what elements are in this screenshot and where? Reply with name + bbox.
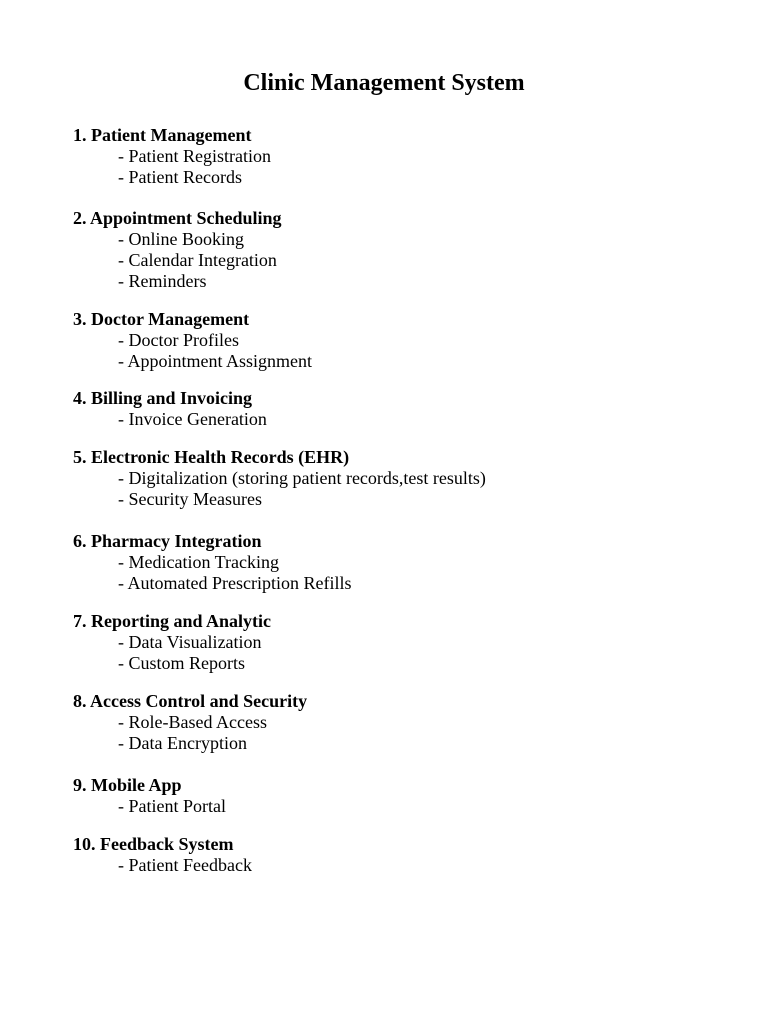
list-item: - Digitalization (storing patient records,test results) bbox=[118, 468, 486, 488]
section-heading: 7. Reporting and Analytic bbox=[73, 611, 272, 631]
section-heading: 1. Patient Management bbox=[73, 125, 252, 145]
list-item: - Patient Records bbox=[118, 167, 242, 187]
section-mobile-app bbox=[73, 775, 733, 817]
section-item-list bbox=[73, 552, 733, 594]
list-item: - Online Booking bbox=[118, 229, 244, 249]
section-heading: 5. Electronic Health Records (EHR) bbox=[73, 447, 350, 467]
list-item: - Appointment Assignment bbox=[118, 351, 313, 371]
section-patient-management bbox=[73, 125, 733, 188]
section-reporting-analytic bbox=[73, 611, 733, 674]
section-electronic-health-records bbox=[73, 447, 733, 510]
page-title: Clinic Management System bbox=[243, 70, 525, 96]
section-billing-invoicing bbox=[73, 388, 733, 430]
section-heading: 2. Appointment Scheduling bbox=[73, 208, 282, 228]
list-item: - Automated Prescription Refills bbox=[118, 573, 352, 593]
section-item-list bbox=[73, 855, 733, 876]
section-heading: 6. Pharmacy Integration bbox=[73, 531, 262, 551]
section-item-list bbox=[73, 409, 733, 430]
list-item: - Doctor Profiles bbox=[118, 330, 239, 350]
list-item: - Security Measures bbox=[118, 489, 262, 509]
list-item: - Data Encryption bbox=[118, 733, 247, 753]
section-item-list bbox=[73, 229, 733, 292]
list-item: - Role-Based Access bbox=[118, 712, 267, 732]
section-item-list bbox=[73, 330, 733, 372]
section-feedback-system bbox=[73, 834, 733, 876]
section-pharmacy-integration bbox=[73, 531, 733, 594]
list-item: - Patient Portal bbox=[118, 796, 226, 816]
section-heading: 3. Doctor Management bbox=[73, 309, 250, 329]
section-item-list bbox=[73, 632, 733, 674]
list-item: - Reminders bbox=[118, 271, 207, 291]
section-item-list bbox=[73, 468, 733, 510]
section-heading: 10. Feedback System bbox=[73, 834, 234, 854]
list-item: - Medication Tracking bbox=[118, 552, 279, 572]
section-item-list bbox=[73, 796, 733, 817]
list-item: - Custom Reports bbox=[118, 653, 246, 673]
list-item: - Patient Feedback bbox=[118, 855, 252, 875]
list-item: - Patient Registration bbox=[118, 146, 271, 166]
section-item-list bbox=[73, 712, 733, 754]
list-item: - Data Visualization bbox=[118, 632, 262, 652]
section-access-control-security bbox=[73, 691, 733, 754]
list-item: - Calendar Integration bbox=[118, 250, 277, 270]
section-doctor-management bbox=[73, 309, 733, 372]
section-heading: 9. Mobile App bbox=[73, 775, 182, 795]
section-appointment-scheduling bbox=[73, 208, 733, 292]
section-heading: 4. Billing and Invoicing bbox=[73, 388, 253, 408]
list-item: - Invoice Generation bbox=[118, 409, 267, 429]
section-heading: 8. Access Control and Security bbox=[73, 691, 308, 711]
section-item-list bbox=[73, 146, 733, 188]
